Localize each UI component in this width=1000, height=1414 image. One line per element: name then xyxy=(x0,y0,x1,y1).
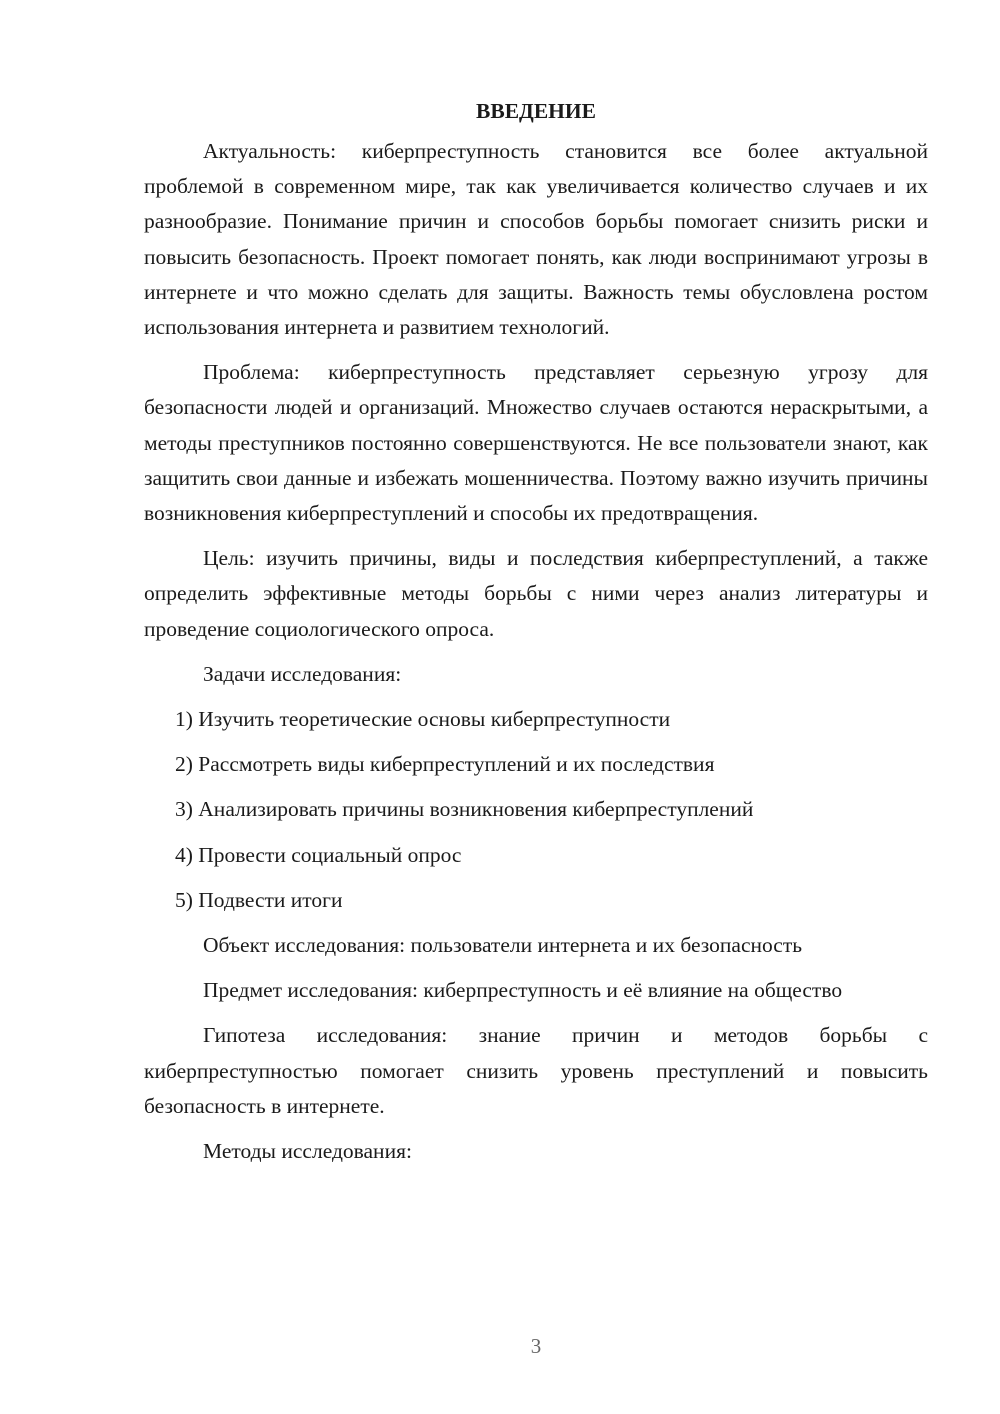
list-item: 4) Провести социальный опрос xyxy=(175,842,462,867)
list-item: 1) Изучить теоретические основы киберпреступности xyxy=(175,707,671,732)
list-item: 5) Подвести итоги xyxy=(175,887,343,912)
tasks-list xyxy=(144,702,928,918)
hypothesis-paragraph: Гипотеза исследования: знание причин и методов борьбы с киберпреступностью помогает снизить уровень преступлений и повысить безопасность в интернете. xyxy=(144,1023,928,1118)
subject-paragraph: Предмет исследования: киберпреступность и её влияние на общество xyxy=(203,978,843,1003)
section-heading: ВВЕДЕНИЕ xyxy=(476,99,596,123)
relevance-paragraph: Актуальность: киберпреступность становится все более актуальной проблемой в современном мире, так как увеличивается количество случаев и их разнообразие. Понимание причин и способов борьбы помогает снизить риски и повысить безопасность. Проект помогает понять, как люди воспринимают угрозы в интернете и что можно сделать для защиты. Важность темы обусловлена ростом использования интернета и развитием технологий. xyxy=(144,139,928,340)
page-content xyxy=(144,94,928,1179)
problem-paragraph: Проблема: киберпреступность представляет серьезную угрозу для безопасности людей и организаций. Множество случаев остаются нераскрытыми, а методы преступников постоянно совершенствуются. Не все пользователи знают, как защитить свои данные и избежать мошенничества. Поэтому важно изучить причины возникновения киберпреступлений и способы их предотвращения. xyxy=(144,360,928,526)
list-item: 3) Анализировать причины возникновения киберпреступлений xyxy=(175,797,754,822)
page-number: 3 xyxy=(530,1334,542,1358)
list-item: 2) Рассмотреть виды киберпреступлений и их последствия xyxy=(175,752,715,777)
object-paragraph: Объект исследования: пользователи интернета и их безопасность xyxy=(203,933,803,958)
methods-title: Методы исследования: xyxy=(203,1139,412,1164)
tasks-title: Задачи исследования: xyxy=(203,661,402,686)
goal-paragraph: Цель: изучить причины, виды и последствия киберпреступлений, а также определить эффективные методы борьбы с ними через анализ литературы и проведение социологического опроса. xyxy=(144,546,928,641)
